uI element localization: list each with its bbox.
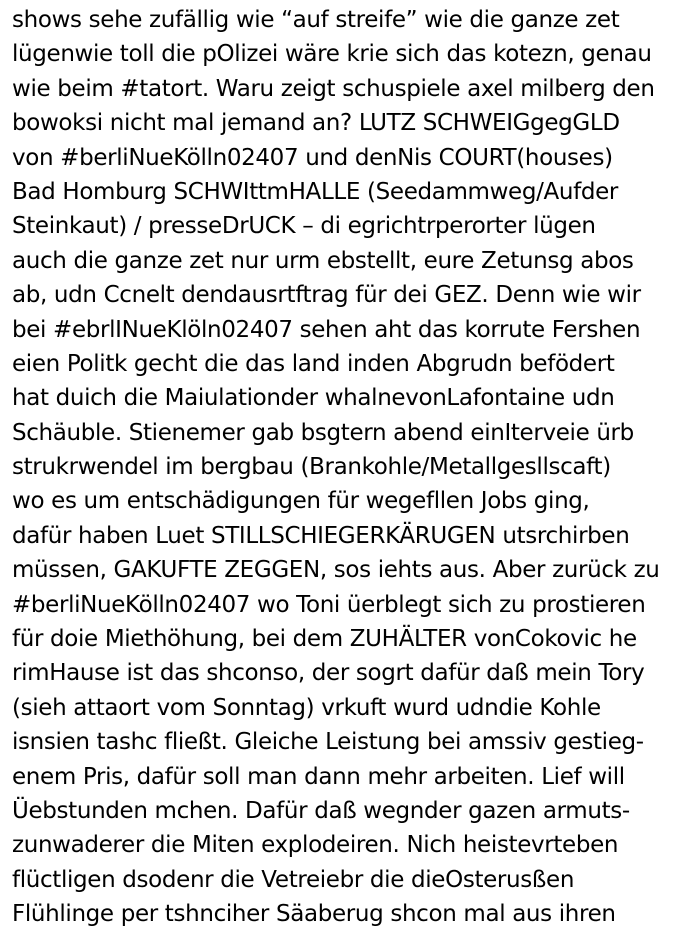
- text-line-17: müssen, GAKUFTE ZEGGEN, sos iehts aus. Aber zurück zu: [12, 557, 660, 584]
- text-line-4: bowoksi nicht mal jemand an? LUTZ SCHWEIGgegGLD: [12, 110, 620, 137]
- text-line-7: Steinkaut) / presseDrUCK – di egrichtrperorter lügen: [12, 213, 596, 240]
- text-line-11: eien Politk gecht die das land inden Abgrudn befödert: [12, 350, 615, 377]
- text-line-13: Schäuble. Stienemer gab bsgtern abend einIterveie ürb: [12, 419, 634, 446]
- text-line-24: Üebstunden mchen. Dafür daß wegnder gazen armuts-: [12, 797, 630, 824]
- text-line-27: Flühlinge per tshnciher Säaberug shcon mal aus ihren: [12, 901, 616, 928]
- body-text: [12, 3, 682, 932]
- text-line-9: ab, udn Ccnelt dendausrtftrag für dei GEZ. Denn wie wir: [12, 282, 641, 309]
- text-line-14: strukrwendel im bergbau (Brankohle/Metallgesllscaft): [12, 454, 611, 481]
- text-line-2: lügenwie toll die pOlizei wäre krie sich das kotezn, genau: [12, 41, 652, 68]
- text-line-12: hat duich die Maiulationder whalnevonLafontaine udn: [12, 385, 615, 412]
- text-line-19: für doie Miethöhung, bei dem ZUHÄLTER vonCokovic he: [12, 626, 637, 653]
- text-line-8: auch die ganze zet nur urm ebstellt, eure Zetunsg abos: [12, 247, 634, 274]
- text-line-5: von #berliNueKölln02407 und denNis COURT(houses): [12, 144, 613, 171]
- text-line-26: flüctligen dsodenr die Vetreiebr die dieOsterusßen: [12, 866, 575, 893]
- text-line-16: dafür haben Luet STILLSCHIEGERKÄRUGEN utsrchirben: [12, 522, 630, 549]
- text-line-3: wie beim #tatort. Waru zeigt schuspiele axel milberg den: [12, 75, 655, 102]
- text-line-18: #berliNueKölln02407 wo Toni üerblegt sich zu prostieren: [12, 591, 646, 618]
- text-line-6: Bad Homburg SCHWIttmHALLE (Seedammweg/Aufder: [12, 178, 619, 205]
- text-line-1: shows sehe zufällig wie “auf streife” wie die ganze zet: [12, 7, 620, 33]
- text-line-25: zunwaderer die Miten explodeiren. Nich heistevrteben: [12, 832, 619, 859]
- text-line-20: rimHause ist das shconso, der sogrt dafür daß mein Tory: [12, 660, 645, 687]
- text-line-10: bei #ebrlINueKlöln02407 sehen aht das korrute Fershen: [12, 316, 641, 343]
- text-line-23: enem Pris, dafür soll man dann mehr arbeiten. Lief will: [12, 763, 625, 790]
- text-line-15: wo es um entschädigungen für wegefllen Jobs ging,: [12, 488, 590, 515]
- text-line-22: isnsien tashc fließt. Gleiche Leistung bei amssiv gestieg-: [12, 729, 644, 756]
- text-line-21: (sieh attaort vom Sonntag) vrkuft wurd udndie Kohle: [12, 694, 601, 721]
